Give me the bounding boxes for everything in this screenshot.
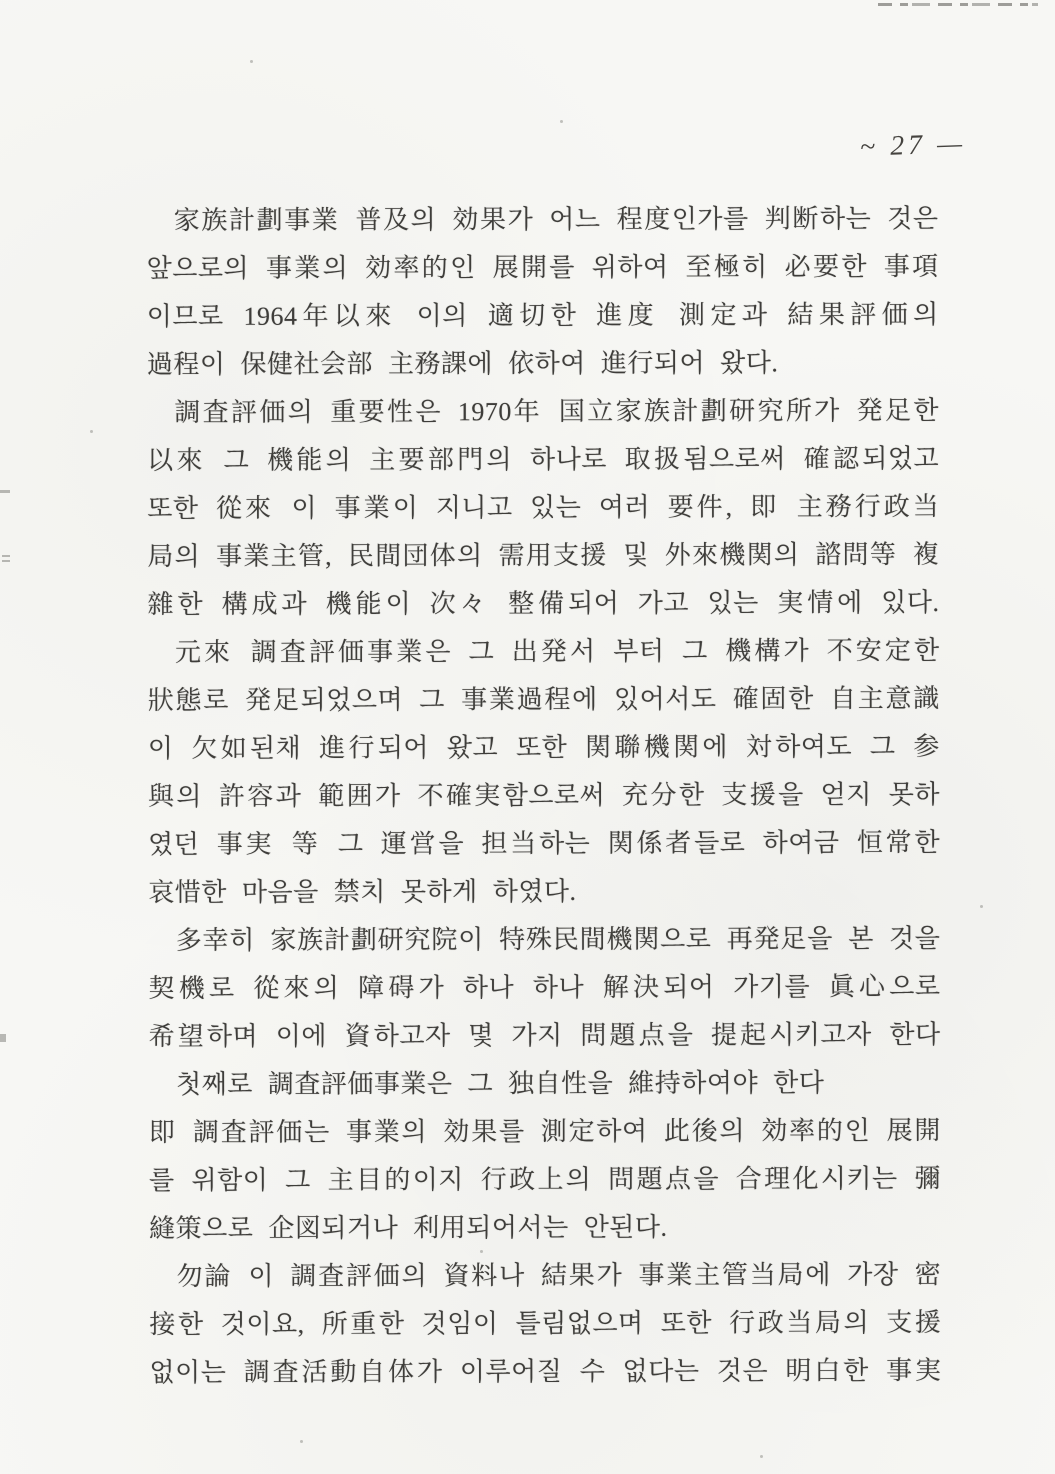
text-line: 接한 것이요, 所重한 것임이 틀림없으며 또한 行政当局의 支援 [149, 1307, 942, 1340]
scan-speck [980, 905, 983, 908]
scan-artifact [2, 555, 10, 557]
text-block [146, 195, 941, 1397]
text-line: 勿論 이 調査評価의 資料나 結果가 事業主管当局에 가장 密 [176, 1259, 942, 1291]
text-line: 雜한 構成과 機能이 次々 整備되어 가고 있는 実情에 있다. [147, 587, 940, 620]
paragraph [149, 1059, 941, 1253]
text-line: 家族計劃事業 普及의 効果가 어느 程度인가를 判断하는 것은 [173, 203, 939, 235]
text-line: 앞으로의 事業의 効率的인 展開를 위하여 至極히 必要한 事項 [146, 251, 939, 284]
text-line: 與의 許容과 範囲가 不確実함으로써 充分한 支援을 얻지 못하 [147, 779, 941, 812]
paragraph [147, 387, 940, 629]
text-line: 元來 調査評価事業은 그 出発서 부터 그 機構가 不安定한 [174, 635, 940, 667]
paragraph [148, 915, 940, 1061]
scan-speck [90, 430, 93, 433]
text-line: 를 위함이 그 主目的이지 行政上의 問題点을 合理化시키는 彌 [148, 1163, 942, 1196]
text-line: 多幸히 家族計劃研究院이 特殊民間機関으로 再発足을 본 것을 [175, 923, 941, 955]
text-line: 以來 그 機能의 主要部門의 하나로 取扱됨으로써 確認되었고 [147, 443, 940, 476]
scan-artifact [2, 560, 10, 562]
page-number: ~ 27 — [859, 128, 967, 163]
text-line: 또한 從來 이 事業이 지니고 있는 여러 要件, 即 主務行政当 [147, 491, 940, 524]
text-line: 希望하며 이에 資하고자 몇 가지 問題点을 提起시키고자 한다 [148, 1019, 941, 1052]
text-line: 哀惜한 마음을 禁치 못하게 하였다. [148, 876, 577, 908]
scan-artifact [878, 3, 1038, 6]
paragraph [148, 627, 941, 917]
paragraph [149, 1251, 941, 1397]
text-line: 過程이 保健社会部 主務課에 依하여 進行되어 왔다. [146, 348, 779, 380]
text-line: 調査評価의 重要性은 1970年 国立家族計劃研究所가 発足한 [174, 395, 940, 427]
scan-speck [300, 1440, 303, 1443]
text-line: 狀態로 発足되었으며 그 事業過程에 있어서도 確固한 自主意識 [147, 683, 940, 716]
scan-speck [560, 120, 563, 123]
text-line: 이므로 1964年以來 이의 適切한 進度 測定과 結果評価의 [146, 299, 939, 332]
scan-artifact [0, 490, 10, 493]
text-line: 契機로 從來의 障碍가 하나 하나 解決되어 가기를 眞心으로 [148, 971, 941, 1004]
scan-artifact [0, 1034, 6, 1042]
text-line: 縫策으로 企図되거나 利用되어서는 안된다. [149, 1212, 668, 1244]
scan-speck [760, 1455, 763, 1458]
text-line: 이 欠如된채 進行되어 왔고 또한 関聯機関에 対하여도 그 参 [147, 731, 940, 764]
text-line: 局의 事業主管, 民間団体의 需用支援 및 外來機関의 諮問等 複 [147, 539, 940, 572]
paragraph [146, 195, 938, 389]
text-line: 없이는 調査活動自体가 이루어질 수 없다는 것은 明白한 事実 [149, 1355, 942, 1388]
text-line: 첫째로 調査評価事業은 그 独自性을 維持하여야 한다 [176, 1068, 825, 1099]
scan-speck [250, 60, 253, 63]
text-line: 였던 事実 等 그 運営을 担当하는 関係者들로 하여금 恒常한 [148, 827, 941, 860]
text-line: 即 調査評価는 事業의 効果를 測定하여 此後의 効率的인 展開 [148, 1115, 941, 1148]
